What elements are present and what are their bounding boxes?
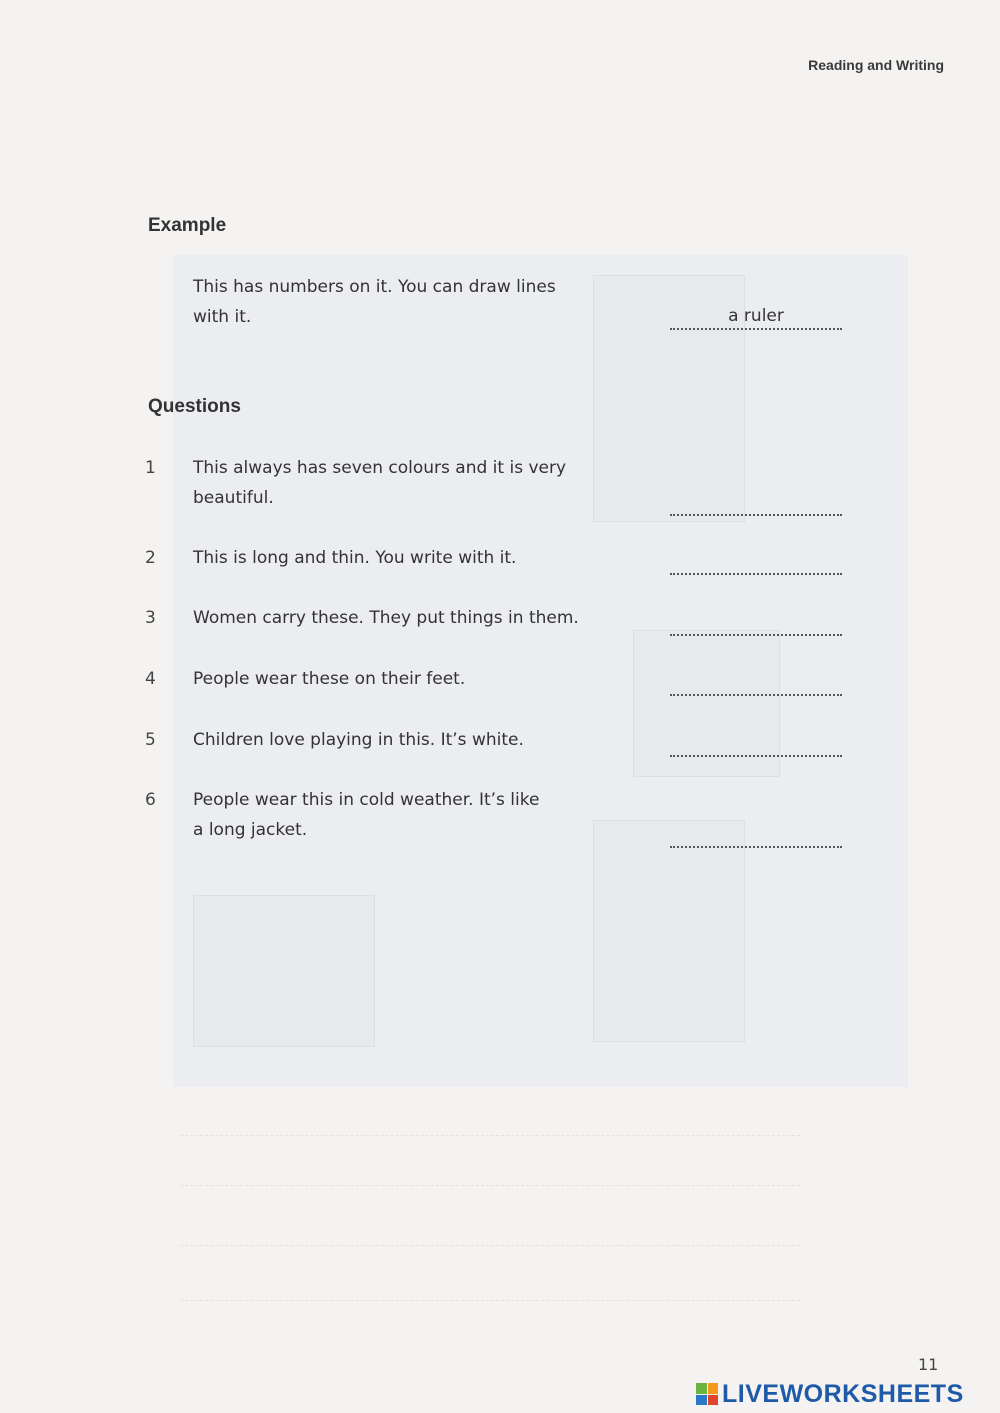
question-line: This is long and thin. You write with it.: [193, 548, 517, 568]
question-line: This always has seven colours and it is very: [193, 458, 567, 478]
question-text: [193, 453, 633, 513]
example-answer-field[interactable]: [670, 304, 842, 330]
question-text: [193, 664, 633, 694]
question-number: 1: [145, 458, 156, 478]
question-number: 4: [145, 669, 156, 689]
question-number: 3: [145, 608, 156, 628]
question-line: Women carry these. They put things in them.: [193, 608, 579, 628]
section-header: Reading and Writing: [808, 57, 944, 73]
example-answer: a ruler: [728, 306, 784, 326]
example-question: [193, 272, 633, 332]
question-number: 2: [145, 548, 156, 568]
liveworksheets-logo-icon: [696, 1383, 718, 1405]
question-text: [193, 725, 633, 755]
answer-field-4[interactable]: [670, 670, 842, 696]
faded-reverse-lines: [140, 1095, 860, 1325]
answer-field-1[interactable]: [670, 490, 842, 516]
page-number: 11: [918, 1355, 939, 1374]
answer-field-6[interactable]: [670, 822, 842, 848]
question-number: 6: [145, 790, 156, 810]
question-line: Children love playing in this. It’s white.: [193, 730, 524, 750]
question-text: [193, 603, 633, 633]
answer-field-2[interactable]: [670, 549, 842, 575]
question-text: [193, 543, 633, 573]
questions-heading: Questions: [148, 396, 241, 417]
question-number: 5: [145, 730, 156, 750]
liveworksheets-brand[interactable]: [696, 1380, 964, 1408]
question-line: a long jacket.: [193, 820, 308, 840]
example-line-1: This has numbers on it. You can draw lines: [193, 277, 556, 297]
answer-field-5[interactable]: [670, 731, 842, 757]
example-line-2: with it.: [193, 307, 252, 327]
answer-field-3[interactable]: [670, 610, 842, 636]
brand-text: LIVEWORKSHEETS: [722, 1379, 964, 1408]
question-line: People wear this in cold weather. It’s like: [193, 790, 540, 810]
question-line: beautiful.: [193, 488, 274, 508]
example-heading: Example: [148, 215, 227, 236]
question-text: [193, 785, 633, 845]
question-line: People wear these on their feet.: [193, 669, 466, 689]
